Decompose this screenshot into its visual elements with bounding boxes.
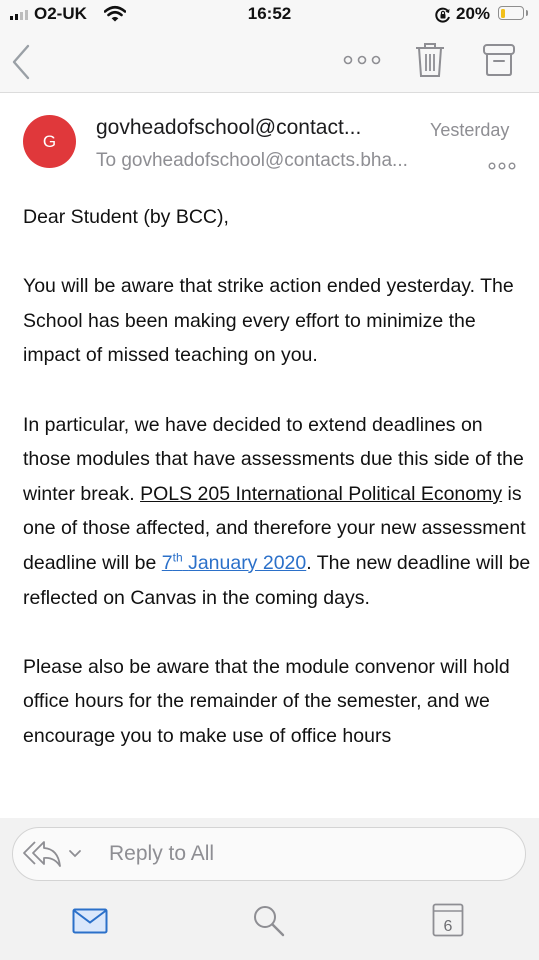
sender-address[interactable]: govheadofschool@contact... xyxy=(96,116,362,139)
chevron-down-icon[interactable] xyxy=(68,849,82,859)
status-time: 16:52 xyxy=(247,4,292,23)
message-toolbar xyxy=(0,30,539,93)
deadline-month-year: January 2020 xyxy=(188,551,307,574)
email-paragraph-3: Please also be aware that the module convenor will hold office hours for the remainder of the semester, and we encourage you to make use of office hours xyxy=(23,655,510,747)
search-tab-icon[interactable] xyxy=(252,904,286,938)
paragraph-text: . The new deadline will be reflected on Canvas in the coming days. xyxy=(23,551,531,609)
deadline-suffix: th xyxy=(172,550,183,565)
deadline-date-link[interactable] xyxy=(162,552,306,574)
orientation-lock-icon xyxy=(434,6,452,24)
recipient-line[interactable]: To govheadofschool@contacts.bha... xyxy=(96,150,408,171)
chevron-left-icon[interactable] xyxy=(8,42,34,82)
email-paragraph-2 xyxy=(23,408,533,616)
calendar-tab-icon[interactable] xyxy=(432,903,464,937)
archive-icon[interactable] xyxy=(482,42,516,78)
trash-icon[interactable] xyxy=(414,40,446,80)
battery-percent: 20% xyxy=(456,4,491,23)
deadline-day: 7 xyxy=(161,551,173,574)
more-icon[interactable] xyxy=(342,54,382,66)
carrier-name: O2-UK xyxy=(34,4,87,23)
email-paragraph-1: You will be aware that strike action ended yesterday. The School has been making every effort to minimize the impact of missed teaching on you. xyxy=(23,275,514,367)
status-bar xyxy=(0,0,539,30)
paragraph-text: is one of those affected, and therefore your new assessment deadline will be xyxy=(23,482,526,574)
reply-all-label[interactable]: Reply to All xyxy=(109,842,215,865)
reply-all-icon[interactable] xyxy=(22,839,62,869)
email-body xyxy=(23,200,533,788)
mail-tab-icon[interactable] xyxy=(72,908,108,934)
paragraph-text: In particular, we have decided to extend deadlines on those modules that have assessments due this side of the winter break. xyxy=(23,413,524,505)
details-more-icon[interactable] xyxy=(488,161,516,171)
avatar-letter: G xyxy=(42,131,57,151)
battery-icon xyxy=(498,6,524,20)
sender-avatar xyxy=(23,115,76,168)
calendar-day-number: 6 xyxy=(443,918,453,935)
email-greeting: Dear Student (by BCC), xyxy=(23,206,229,228)
reply-all-button[interactable] xyxy=(12,827,526,881)
email-date: Yesterday xyxy=(430,120,510,140)
module-name: POLS 205 International Political Economy xyxy=(140,482,503,505)
